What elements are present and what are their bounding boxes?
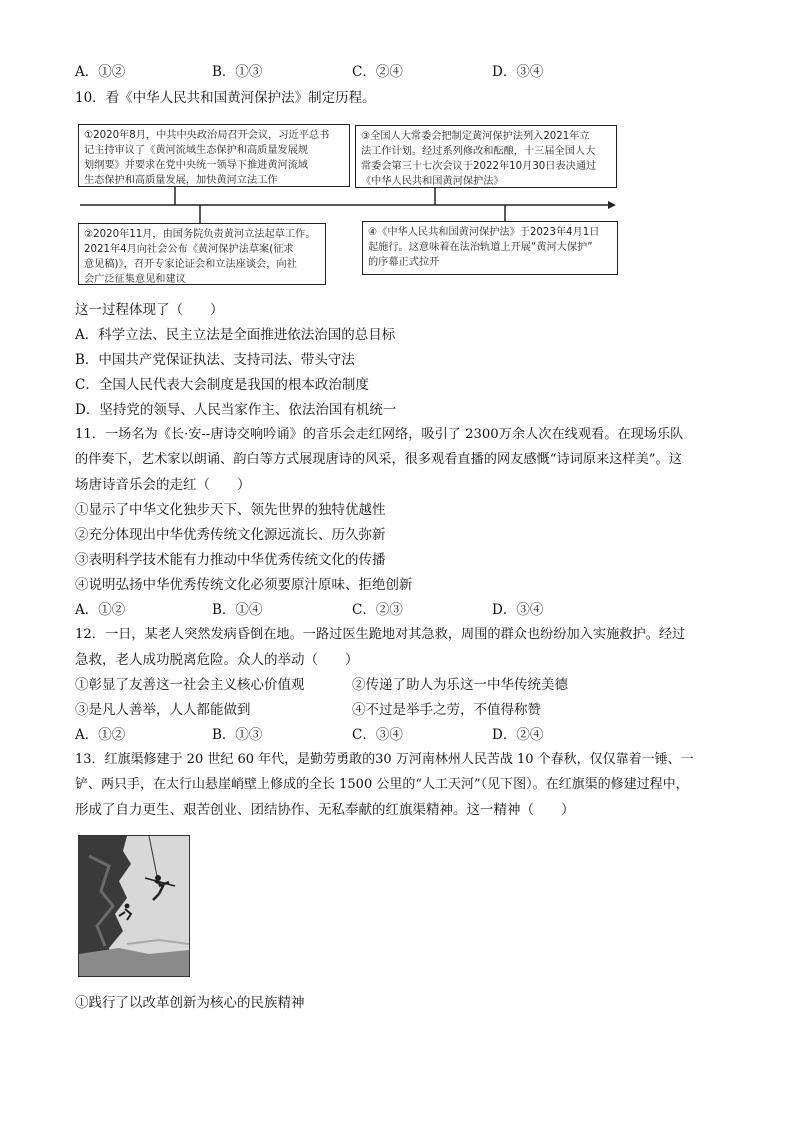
- q10-option-a[interactable]: A．科学立法、民主立法是全面推进依法治国的总目标: [75, 327, 396, 343]
- timeline-box-4: [362, 221, 618, 275]
- box3-line: ③全国人大常委会把制定黄河保护法列入2021年立: [361, 131, 590, 142]
- q11-stem-line: 的伴奏下，艺术家以朗诵、韵白等方式展现唐诗的风采，很多观看直播的网友感慨“诗词原来这样美”。这: [75, 452, 682, 467]
- q10-option-c[interactable]: C．全国人民代表大会制度是我国的根本政治制度: [75, 377, 369, 393]
- q10-question: 这一过程体现了（ ）: [75, 302, 224, 318]
- box3-line: 法工作计划。经过系列修改和酝酿，十三届全国人大: [361, 146, 596, 157]
- q11-item-4: ④说明弘扬中华优秀传统文化必须要原汁原味、拒绝创新: [75, 577, 413, 593]
- box2-line: 会广泛征集意见和建议: [84, 274, 186, 285]
- q11-option-d[interactable]: D．③④: [492, 602, 544, 618]
- q12-item-1: ①彰显了友善这一社会主义核心价值观: [75, 677, 305, 693]
- timeline-box-2: [78, 223, 326, 285]
- box4-line: ④《中华人民共和国黄河保护法》于2023年4月1日: [368, 227, 600, 238]
- red-flag-canal-photo: [78, 835, 190, 977]
- q12-stem-line: 12．一日，某老人突然发病昏倒在地。一路过医生跪地对其急救，周围的群众也纷纷加入实施救护。经过: [75, 627, 686, 642]
- timeline-box-1: [78, 124, 350, 187]
- q9-option-b[interactable]: B．①③: [212, 64, 263, 80]
- cliff-worker-illustration: [79, 836, 189, 976]
- q12-option-b[interactable]: B．①③: [212, 727, 263, 743]
- q11-option-b[interactable]: B．①④: [212, 602, 263, 618]
- q11-item-3: ③表明科学技术能有力推动中华优秀传统文化的传播: [75, 552, 386, 568]
- q12-item-2: ②传递了助人为乐这一中华传统美德: [352, 677, 568, 693]
- q12-option-d[interactable]: D．②④: [492, 727, 544, 743]
- box2-line: ②2020年11月，由国务院负责黄河立法起草工作。: [84, 229, 316, 240]
- box2-line: 2021年4月向社会公布《黄河保护法草案(征求: [84, 244, 294, 255]
- box1-line: 划纲要》并要求在党中央统一领导下推进黄河流域: [84, 160, 309, 171]
- q10-stem: 10．看《中华人民共和国黄河保护法》制定历程。: [75, 90, 376, 106]
- box1-line: 生态保护和高质量发展，加快黄河立法工作: [84, 175, 278, 186]
- valley-ground: [79, 948, 189, 976]
- q9-option-a[interactable]: A．①②: [75, 64, 126, 80]
- q13-stem-line: 铲、两只手，在太行山悬崖峭壁上修成的全长 1500 公里的“人工天河”（见下图）。在红旗渠的修建过程中，: [75, 777, 689, 792]
- q12-item-3: ③是凡人善举，人人都能做到: [75, 702, 251, 718]
- box3-line: 《中华人民共和国黄河保护法》: [361, 176, 504, 187]
- box4-line: 的序幕正式拉开: [368, 257, 440, 268]
- q9-option-c[interactable]: C．②④: [352, 64, 403, 80]
- q12-option-a[interactable]: A．①②: [75, 727, 126, 743]
- q12-item-4: ④不过是举手之劳，不值得称赞: [352, 702, 541, 718]
- q11-stem-line: 11．一场名为《长·安--唐诗交响吟诵》的音乐会走红网络，吸引了 2300万余人次在线观看。在现场乐队: [75, 427, 684, 442]
- timeline-arrow: [608, 201, 616, 209]
- worker-figure-2: [125, 904, 130, 909]
- q13-stem-line: 13．红旗渠修建于 20 世纪 60 年代，是勤劳勇敢的30 万河南林州人民苦战 10 个春秋，仅仅靠着一锤、一: [75, 752, 694, 767]
- timeline-box-3: [355, 125, 617, 188]
- q11-option-c[interactable]: C．②③: [352, 602, 403, 618]
- q13-stem-line: 形成了自力更生、艰苦创业、团结协作、无私奉献的红旗渠精神。这一精神（ ）: [75, 802, 575, 818]
- q11-option-a[interactable]: A．①②: [75, 602, 126, 618]
- q12-option-c[interactable]: C．③④: [352, 727, 403, 743]
- box2-line: 意见稿)》，召开专家论证会和立法座谈会，向社: [84, 259, 297, 270]
- q9-option-d[interactable]: D．③④: [492, 64, 544, 80]
- q11-item-1: ①显示了中华文化独步天下、领先世界的独特优越性: [75, 502, 386, 518]
- box3-line: 常委会第三十七次会议于2022年10月30日表决通过: [361, 161, 597, 172]
- q10-option-b[interactable]: B．中国共产党保证执法、支持司法、带头守法: [75, 352, 355, 368]
- q11-item-2: ②充分体现出中华优秀传统文化源远流长、历久弥新: [75, 527, 386, 543]
- q10-option-d[interactable]: D．坚持党的领导、人民当家作主、依法治国有机统一: [75, 402, 397, 418]
- box4-line: 起施行。这意味着在法治轨道上开展“黄河大保护”: [368, 242, 593, 253]
- q11-stem-line: 场唐诗音乐会的走红（ ）: [75, 477, 251, 493]
- box1-line: 记主持审议了《黄河流域生态保护和高质量发展规: [84, 145, 309, 156]
- q12-stem-line: 急救，老人成功脱离危险。众人的举动（ ）: [75, 652, 359, 668]
- box1-line: ①2020年8月，中共中央政治局召开会议，习近平总书: [84, 130, 330, 141]
- q13-item-1: ①践行了以改革创新为核心的民族精神: [75, 995, 305, 1011]
